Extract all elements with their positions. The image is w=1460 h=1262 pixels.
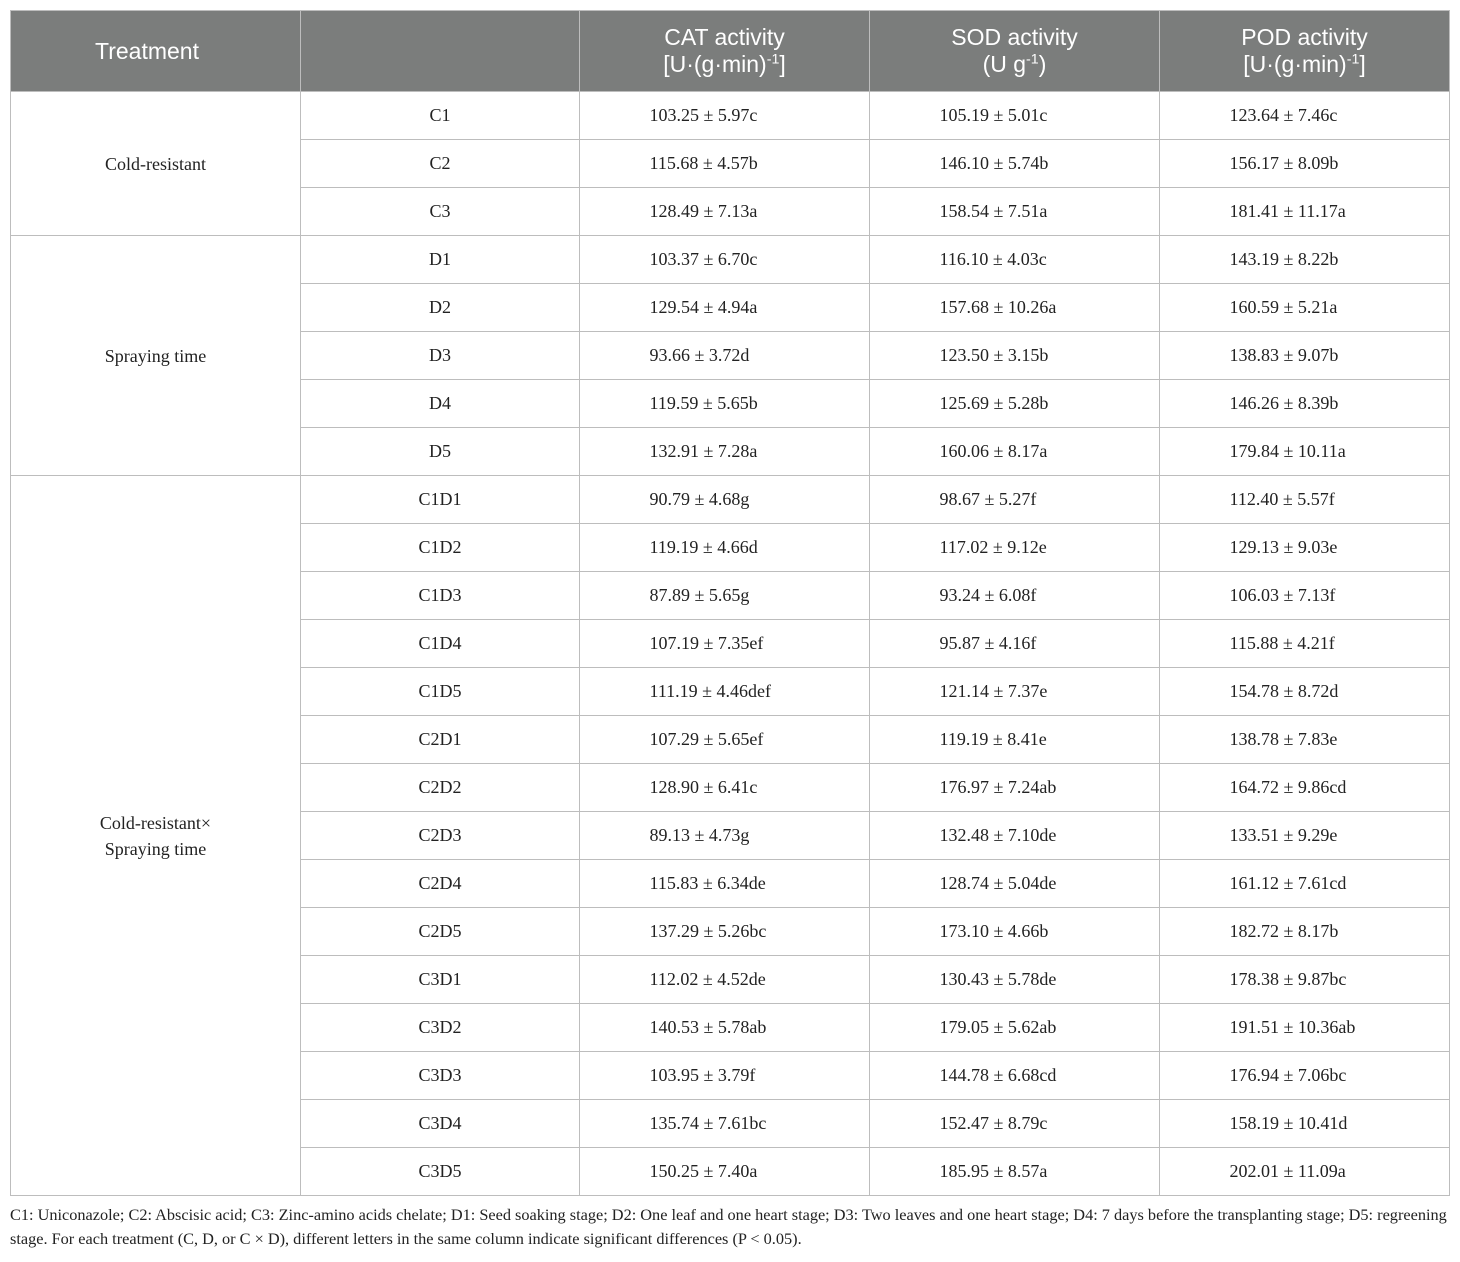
cat-value-cell — [580, 764, 870, 812]
header-sod-unit: (U $g^{-1}$) — [982, 51, 1047, 77]
header-sod-title: SOD activity — [951, 24, 1078, 50]
header-sod-activity — [870, 11, 1160, 92]
pod-value-cell — [1160, 572, 1450, 620]
sod-value: 160.06 ± 8.17a — [939, 441, 1048, 461]
treatment-code: D3 — [301, 332, 580, 380]
cat-value: 132.91 ± 7.28a — [649, 441, 758, 461]
group-label — [11, 476, 301, 1196]
treatment-code: C1D3 — [301, 572, 580, 620]
pod-value-cell — [1160, 236, 1450, 284]
pod-value-cell — [1160, 92, 1450, 140]
header-pod-unit: $[U\cdot(g\cdot\min)^{-1}]$ — [1243, 51, 1366, 77]
sod-value-cell — [870, 332, 1160, 380]
sod-value-cell — [870, 812, 1160, 860]
pod-value: 181.41 ± 11.17a — [1229, 201, 1346, 221]
pod-value: 154.78 ± 8.72d — [1229, 681, 1339, 701]
cat-value-cell — [580, 380, 870, 428]
group-label-line: Cold-resistant — [105, 153, 206, 174]
sod-value-cell — [870, 572, 1160, 620]
treatment-code: C2D5 — [301, 908, 580, 956]
sod-value: 185.95 ± 8.57a — [939, 1161, 1048, 1181]
sod-value-cell — [870, 1148, 1160, 1196]
sod-value: 95.87 ± 4.16f — [939, 633, 1037, 653]
treatment-code: C3 — [301, 188, 580, 236]
pod-value: 115.88 ± 4.21f — [1229, 633, 1335, 653]
treatment-code: C2D3 — [301, 812, 580, 860]
cat-value-cell — [580, 860, 870, 908]
sod-value: 146.10 ± 5.74b — [939, 153, 1049, 173]
cat-value: 111.19 ± 4.46def — [649, 681, 772, 701]
treatment-code: D5 — [301, 428, 580, 476]
treatment-code: C1D4 — [301, 620, 580, 668]
sod-value: 123.50 ± 3.15b — [939, 345, 1049, 365]
table-row — [11, 92, 1450, 140]
sod-value-cell — [870, 236, 1160, 284]
cat-value: 89.13 ± 4.73g — [649, 825, 750, 845]
treatment-code: D4 — [301, 380, 580, 428]
sod-value: 132.48 ± 7.10de — [939, 825, 1057, 845]
cat-value: 137.29 ± 5.26bc — [649, 921, 767, 941]
sod-value-cell — [870, 428, 1160, 476]
pod-value: 164.72 ± 9.86cd — [1229, 777, 1347, 797]
cat-value: 112.02 ± 4.52de — [649, 969, 766, 989]
cat-value: 119.19 ± 4.66d — [649, 537, 758, 557]
sod-value: 119.19 ± 8.41e — [939, 729, 1047, 749]
sod-value: 121.14 ± 7.37e — [939, 681, 1048, 701]
sod-value: 179.05 ± 5.62ab — [939, 1017, 1057, 1037]
cat-value: 103.25 ± 5.97c — [649, 105, 758, 125]
sod-value-cell — [870, 716, 1160, 764]
cat-value: 128.49 ± 7.13a — [649, 201, 758, 221]
data-table-container — [10, 10, 1449, 1196]
sod-value-cell — [870, 92, 1160, 140]
pod-value-cell — [1160, 812, 1450, 860]
pod-value: 156.17 ± 8.09b — [1229, 153, 1339, 173]
cat-value-cell — [580, 188, 870, 236]
pod-value-cell — [1160, 1004, 1450, 1052]
sod-value: 116.10 ± 4.03c — [939, 249, 1047, 269]
treatment-code: C3D2 — [301, 1004, 580, 1052]
sod-value-cell — [870, 1100, 1160, 1148]
cat-value: 150.25 ± 7.40a — [649, 1161, 758, 1181]
sod-value: 130.43 ± 5.78de — [939, 969, 1057, 989]
sod-value: 173.10 ± 4.66b — [939, 921, 1049, 941]
sod-value: 105.19 ± 5.01c — [939, 105, 1048, 125]
pod-value-cell — [1160, 956, 1450, 1004]
sod-value: 144.78 ± 6.68cd — [939, 1065, 1057, 1085]
cat-value: 107.29 ± 5.65ef — [649, 729, 764, 749]
treatment-code: C1D1 — [301, 476, 580, 524]
sod-value-cell — [870, 860, 1160, 908]
pod-value: 112.40 ± 5.57f — [1229, 489, 1335, 509]
pod-value-cell — [1160, 860, 1450, 908]
cat-value-cell — [580, 524, 870, 572]
pod-value-cell — [1160, 1148, 1450, 1196]
pod-value: 143.19 ± 8.22b — [1229, 249, 1339, 269]
header-cat-activity — [580, 11, 870, 92]
sod-value: 117.02 ± 9.12e — [939, 537, 1047, 557]
pod-value-cell — [1160, 380, 1450, 428]
sod-value-cell — [870, 956, 1160, 1004]
pod-value: 123.64 ± 7.46c — [1229, 105, 1338, 125]
treatment-code: C1 — [301, 92, 580, 140]
treatment-code: C3D5 — [301, 1148, 580, 1196]
pod-value: 138.78 ± 7.83e — [1229, 729, 1338, 749]
sod-value-cell — [870, 908, 1160, 956]
pod-value: 146.26 ± 8.39b — [1229, 393, 1339, 413]
cat-value-cell — [580, 476, 870, 524]
table-header-row — [11, 11, 1450, 92]
treatment-code: C3D4 — [301, 1100, 580, 1148]
group-label — [11, 236, 301, 476]
treatment-code: D2 — [301, 284, 580, 332]
treatment-code: C1D2 — [301, 524, 580, 572]
cat-value-cell — [580, 140, 870, 188]
pod-value: 161.12 ± 7.61cd — [1229, 873, 1347, 893]
pod-value: 138.83 ± 9.07b — [1229, 345, 1339, 365]
cat-value: 128.90 ± 6.41c — [649, 777, 758, 797]
pod-value: 182.72 ± 8.17b — [1229, 921, 1339, 941]
header-code — [301, 11, 580, 92]
enzyme-activity-table — [10, 10, 1450, 1196]
header-cat-unit: $[U\cdot(g\cdot\min)^{-1}]$ — [663, 51, 786, 77]
cat-value-cell — [580, 1148, 870, 1196]
pod-value: 133.51 ± 9.29e — [1229, 825, 1338, 845]
table-body — [11, 92, 1450, 1196]
cat-value-cell — [580, 572, 870, 620]
cat-value: 115.83 ± 6.34de — [649, 873, 766, 893]
treatment-code: C1D5 — [301, 668, 580, 716]
cat-value-cell — [580, 92, 870, 140]
pod-value: 202.01 ± 11.09a — [1229, 1161, 1346, 1181]
sod-value-cell — [870, 620, 1160, 668]
pod-value-cell — [1160, 332, 1450, 380]
cat-value-cell — [580, 332, 870, 380]
group-label-line: Spraying time — [104, 345, 207, 366]
treatment-code: C3D3 — [301, 1052, 580, 1100]
cat-value: 93.66 ± 3.72d — [649, 345, 750, 365]
sod-value: 158.54 ± 7.51a — [939, 201, 1048, 221]
sod-value-cell — [870, 476, 1160, 524]
pod-value: 176.94 ± 7.06bc — [1229, 1065, 1347, 1085]
pod-value-cell — [1160, 908, 1450, 956]
cat-value-cell — [580, 284, 870, 332]
pod-value-cell — [1160, 668, 1450, 716]
treatment-code: C2D4 — [301, 860, 580, 908]
cat-value: 129.54 ± 4.94a — [649, 297, 758, 317]
header-treatment: Treatment — [11, 11, 301, 92]
sod-value: 152.47 ± 8.79c — [939, 1113, 1048, 1133]
sod-value: 128.74 ± 5.04de — [939, 873, 1057, 893]
header-pod-activity — [1160, 11, 1450, 92]
cat-value-cell — [580, 1052, 870, 1100]
pod-value-cell — [1160, 140, 1450, 188]
cat-value: 135.74 ± 7.61bc — [649, 1113, 767, 1133]
cat-value-cell — [580, 1004, 870, 1052]
sod-value-cell — [870, 188, 1160, 236]
cat-value-cell — [580, 668, 870, 716]
cat-value-cell — [580, 236, 870, 284]
pod-value-cell — [1160, 1100, 1450, 1148]
group-label-line: Spraying time — [104, 838, 207, 859]
sod-value-cell — [870, 140, 1160, 188]
pod-value-cell — [1160, 428, 1450, 476]
pod-value-cell — [1160, 188, 1450, 236]
table-row — [11, 236, 1450, 284]
treatment-code: D1 — [301, 236, 580, 284]
pod-value-cell — [1160, 476, 1450, 524]
pod-value-cell — [1160, 764, 1450, 812]
cat-value: 140.53 ± 5.78ab — [649, 1017, 767, 1037]
cat-value: 103.37 ± 6.70c — [649, 249, 758, 269]
cat-value-cell — [580, 620, 870, 668]
sod-value: 125.69 ± 5.28b — [939, 393, 1049, 413]
pod-value: 158.19 ± 10.41d — [1229, 1113, 1348, 1133]
sod-value-cell — [870, 1052, 1160, 1100]
pod-value: 178.38 ± 9.87bc — [1229, 969, 1347, 989]
cat-value-cell — [580, 956, 870, 1004]
table-footnote: C1: Uniconazole; C2: Abscisic acid; C3: Zinc-amino acids chelate; D1: Seed soaking stage; D2: One leaf and one heart stage; D3: Two leaves and one heart stage; D4: 7 days before the transplanting stage; D5: regreening stage. For each treatment (C, D, or C × D), different letters in the same column indicate significant differences (P < 0.05). — [10, 1205, 1447, 1248]
sod-value: 98.67 ± 5.27f — [939, 489, 1037, 509]
cat-value: 107.19 ± 7.35ef — [649, 633, 764, 653]
cat-value-cell — [580, 716, 870, 764]
cat-value-cell — [580, 812, 870, 860]
pod-value: 179.84 ± 10.11a — [1229, 441, 1346, 461]
table-row — [11, 476, 1450, 524]
pod-value-cell — [1160, 284, 1450, 332]
sod-value-cell — [870, 524, 1160, 572]
header-cat-title: CAT activity — [664, 24, 785, 50]
treatment-code: C2D2 — [301, 764, 580, 812]
treatment-code: C2D1 — [301, 716, 580, 764]
cat-value: 90.79 ± 4.68g — [649, 489, 750, 509]
sod-value-cell — [870, 668, 1160, 716]
cat-value-cell — [580, 428, 870, 476]
pod-value: 106.03 ± 7.13f — [1229, 585, 1336, 605]
pod-value-cell — [1160, 1052, 1450, 1100]
cat-value-cell — [580, 1100, 870, 1148]
group-label-line: Cold-resistant× — [99, 812, 212, 833]
header-pod-title: POD activity — [1241, 24, 1368, 50]
sod-value: 93.24 ± 6.08f — [939, 585, 1037, 605]
cat-value: 119.59 ± 5.65b — [649, 393, 758, 413]
cat-value: 87.89 ± 5.65g — [649, 585, 750, 605]
treatment-code: C2 — [301, 140, 580, 188]
pod-value: 129.13 ± 9.03e — [1229, 537, 1338, 557]
treatment-code: C3D1 — [301, 956, 580, 1004]
sod-value-cell — [870, 284, 1160, 332]
cat-value-cell — [580, 908, 870, 956]
group-label — [11, 92, 301, 236]
sod-value: 176.97 ± 7.24ab — [939, 777, 1057, 797]
pod-value: 191.51 ± 10.36ab — [1229, 1017, 1356, 1037]
pod-value-cell — [1160, 620, 1450, 668]
sod-value: 157.68 ± 10.26a — [939, 297, 1057, 317]
pod-value-cell — [1160, 524, 1450, 572]
sod-value-cell — [870, 380, 1160, 428]
cat-value: 115.68 ± 4.57b — [649, 153, 758, 173]
pod-value: 160.59 ± 5.21a — [1229, 297, 1338, 317]
pod-value-cell — [1160, 716, 1450, 764]
cat-value: 103.95 ± 3.79f — [649, 1065, 756, 1085]
sod-value-cell — [870, 764, 1160, 812]
sod-value-cell — [870, 1004, 1160, 1052]
